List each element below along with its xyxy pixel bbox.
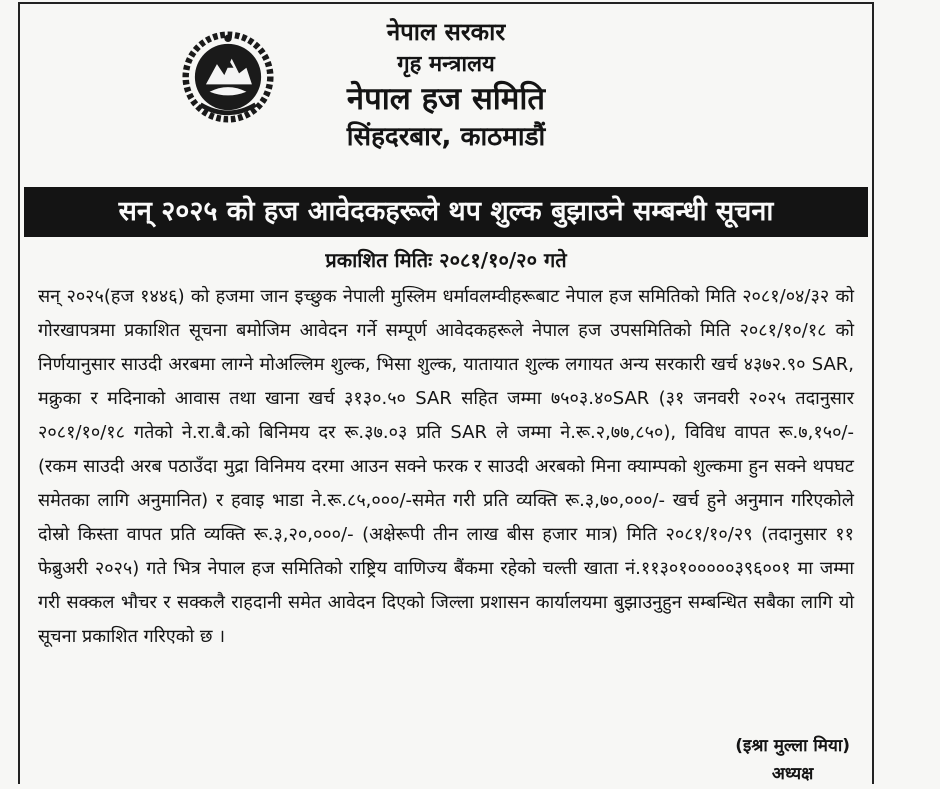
government-name: नेपाल सरकार [386,18,506,46]
published-date: प्रकाशित मितिः २०८१/१०/२० गते [325,248,567,272]
notice-title-banner: सन् २०२५ को हज आवेदकहरूले थप शुल्क बुझाउने सम्बन्धी सूचना [24,187,868,237]
ministry-name: गृह मन्त्रालय [397,52,495,77]
signatory-designation: अध्यक्ष [771,764,814,784]
notice-body: सन् २०२५(हज १४४६) को हजमा जान इच्छुक नेपाली मुस्लिम धर्मावलम्वीहरूबाट नेपाल हज समितिको मिति २०८१/०४/३२ को गोरखापत्रमा प्रकाशित सूचना बमोजिम आवेदन गर्ने सम्पूर्ण आवेदकहरूले नेपाल हज उपसमितिको मिति २०८१/१०/१८ को निर्णयानुसार साउदी अरबमा लाग्ने मोअल्लिम शुल्क, भिसा शुल्क, यातायात शुल्क लगायत अन्य सरकारी खर्च ४३७२.९० SAR, मक्रुका र मदिनाको आवास तथा खाना खर्च ३१३०.५० SAR सहित जम्मा ७५०३.४०SAR (३१ जनवरी २०२५ तदानुसार २०८१/१०/१८ गतेको ने.रा.बै.को बिनिमय दर रू.३७.०३ प्रति SAR ले जम्मा ने.रू.२,७७,८५०), विविध वापत रू.७,१५०/- (रकम साउदी अरब पठाउँदा मुद्रा विनिमय दरमा आउन सक्ने फरक र साउदी अरबको मिना क्याम्पको शुल्कमा हुन सक्ने थपघट समेतका लागि अनुमानित) र हवाइ भाडा ने.रू.८५,०००/-समेत गरी प्रति व्यक्ति रू.३,७०,०००/- खर्च हुने अनुमान गरिएकोले दोस्रो किस्ता वापत प्रति व्यक्ति रू.३,२०,०००/- (अक्षेरूपी तीन लाख बीस हजार मात्र) मिति २०८१/१०/२९ (तदानुसार ११ फेब्रुअरी २०२५) गते भित्र नेपाल हज समितिको राष्ट्रिय वाणिज्य बैंकमा रहेको चल्ती खाता नं.११३०१०००००३९६००१ मा जम्मा गरी सक्कल भौचर र सक्कलै राहदानी समेत आवेदन दिएको जिल्ला प्रशासन कार्यालयमा बुझाउनुहुन सम्बन्धित सबैका लागि यो सूचना प्रकाशित गरिएको छ । [38,286,854,647]
signatory-name: (इश्रा मुल्ला मिया) [735,736,850,756]
letterhead [20,20,872,150]
signature-block [735,732,850,788]
notice-frame [18,2,874,784]
office-address: सिंहदरबार, काठमाडौं [346,122,546,152]
committee-name: नेपाल हज समिति [346,81,546,117]
